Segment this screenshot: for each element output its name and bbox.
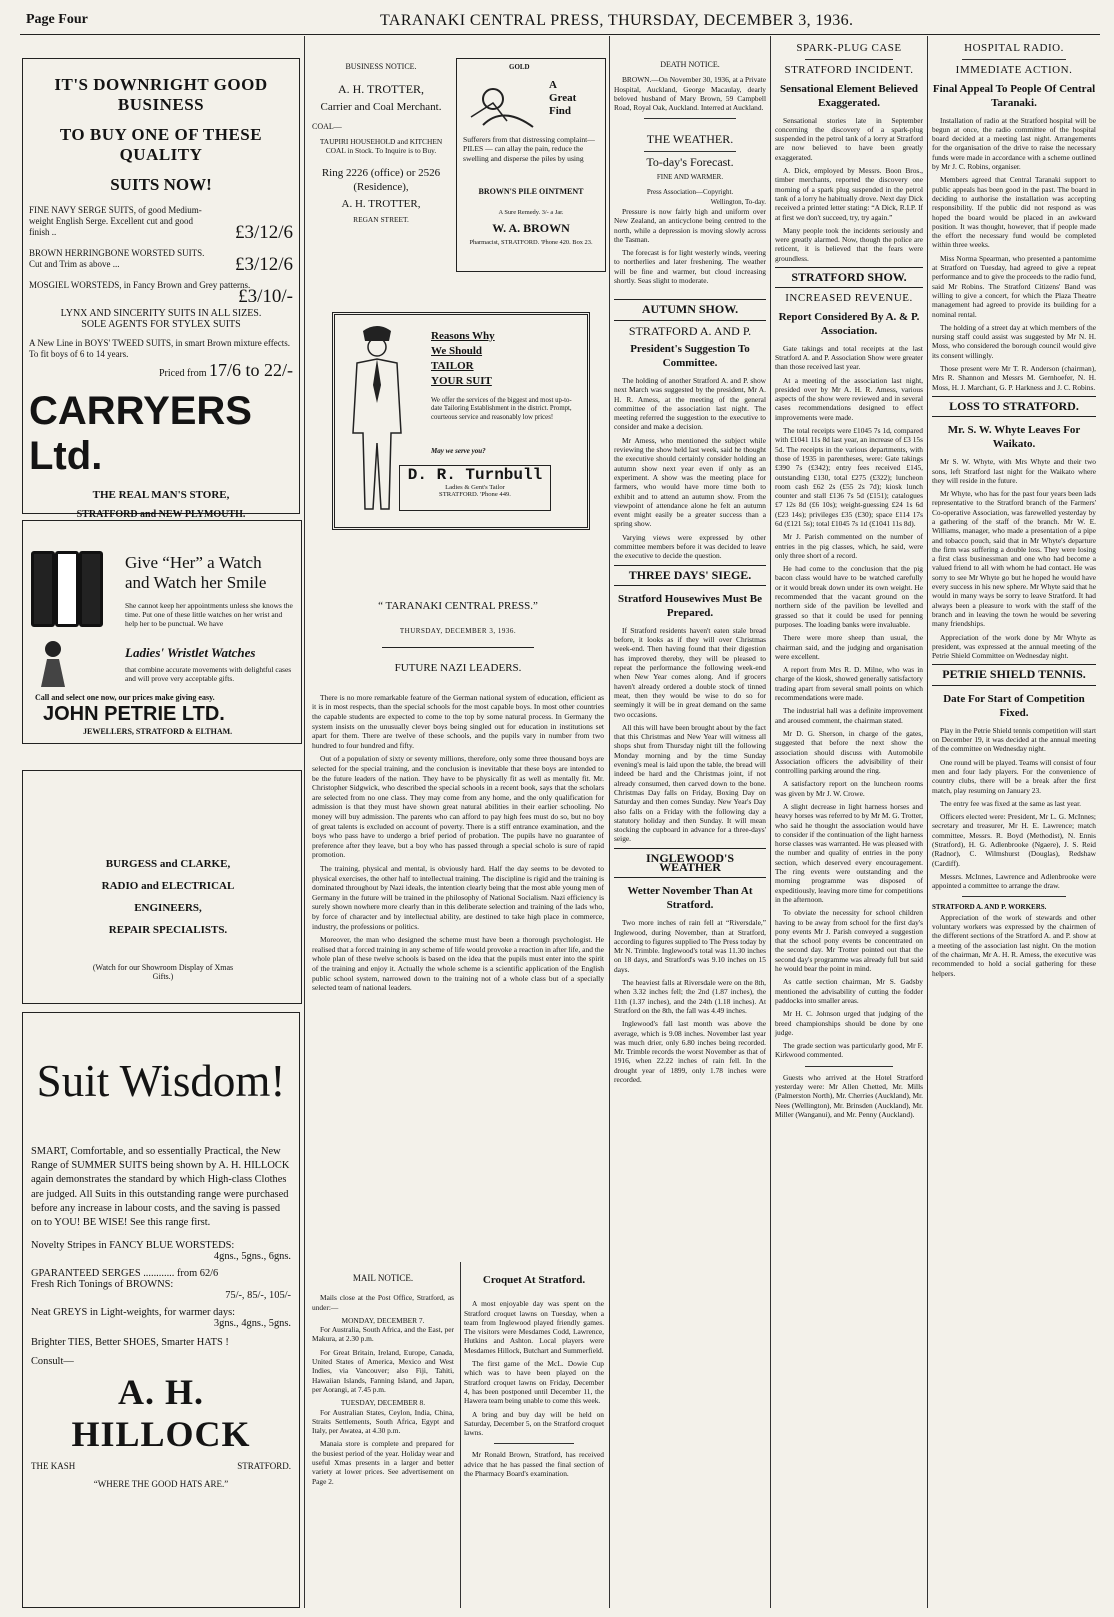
- brown-product: BROWN'S PILE OINTMENT: [478, 187, 584, 196]
- trotter-name-2: A. H. TROTTER,: [341, 197, 421, 210]
- show-paragraph: He had come to the conclusion that the pig bacon class would have to be watched carefully or it would break down under its own weight. He recommended that the vacant ground on the northern side of the pavilion be levelled and grassed so that it could be used for penning purposes. The loading banks were invaluable.: [775, 564, 923, 629]
- editorial: [312, 598, 604, 1248]
- turnbull-sub: Ladies & Gent's Tailor: [445, 484, 505, 491]
- petrie-headline-2: and Watch her Smile: [125, 573, 267, 592]
- column-3: [614, 58, 766, 1608]
- turnbull-body: We offer the services of the biggest and most up-to-date Tailoring Establishment in the district. Prompt, courteous service and reasonably low prices!: [431, 397, 572, 421]
- show-paragraph: To obviate the necessity for school children having to be away from school for the first day's pony events Mr J. Parish conveyed a suggestion that the school pony events be concentrated on the second day. Mr Trotter pointed out that the second day's programme was already full but said he would bear the point in mind.: [775, 908, 923, 974]
- show-paragraph: A slight decrease in light harness horses and heavy horses was referred to by Mr M. G. Trotter, who said he thought the association would have to consider if the continuation of the light harness horse classes was warranted. He was pleased with the number and quality of entries in the pony section, which deserved every encouragement. The ring events were outstanding and the morning programme was disposed of expeditiously, leaving more time for competitions in the afternoon.: [775, 802, 923, 904]
- trotter-name: A. H. TROTTER,: [337, 82, 425, 97]
- carryers-price: £3/12/6: [234, 254, 293, 275]
- radio-paragraph: Those present were Mr T. R. Anderson (chairman), Mrs R. Shannon and Messrs M. Gernhoefer, N. H. Moss, H. J. Marchant, G. P. Harkness and J. C. Robins.: [932, 364, 1096, 392]
- carryers-item: [29, 205, 293, 243]
- carryers-item-text: BROWN HERRINGBONE WORSTED SUITS. Cut and Trim as above ...: [29, 248, 205, 269]
- column-rule: [304, 36, 305, 1608]
- show-paragraph: Gate takings and total receipts at the last Stratford A. and P. Association Show were greater than those received last year.: [775, 343, 923, 372]
- mail-title: MAIL NOTICE.: [352, 1273, 414, 1283]
- burgess-note: (Watch for our Showroom Display of Xmas Gifts.): [92, 963, 234, 981]
- carryers-price: £3/12/6: [234, 222, 293, 243]
- tennis-paragraph: Play in the Petrie Shield tennis competition will start on December 19, it was decided at the annual meeting of the committee on Wednesday night.: [932, 725, 1097, 754]
- mail-paragraph: For Australia, South Africa, and the East, per Makura, at 2.30 p.m.: [312, 1325, 454, 1344]
- divider: [805, 59, 893, 60]
- sparkplug-paragraph: Many people took the incidents seriously and were greatly alarmed. Now, though the police are reticent, it is believed that the fears were groundless.: [775, 225, 923, 263]
- wristwatch-icon: [31, 551, 55, 627]
- carryers-priced-range: 17/6 to 22/-: [209, 360, 293, 380]
- divider: [962, 896, 1066, 897]
- divider: [805, 1066, 893, 1067]
- hillock-line: GPARANTEED SERGES ............ from 62/6: [31, 1268, 219, 1280]
- carryers-name: CARRYERS Ltd.: [29, 389, 252, 478]
- woman-illustration-icon: [33, 639, 73, 689]
- turnbull-reasons-4: YOUR SUIT: [431, 375, 492, 387]
- loss-paragraph: Mr S. W. Whyte, with Mrs Whyte and their two sons, left Stratford last night for the Waikato where they will reside in the future.: [932, 457, 1096, 485]
- masthead: TARANAKI CENTRAL PRESS, THURSDAY, DECEMBER 3, 1936.: [380, 12, 854, 29]
- carryers-item-text: FINE NAVY SERGE SUITS, of good Medium-weight English Serge. Excellent cut and good finish ..: [29, 205, 202, 237]
- trotter-coal: COAL—: [312, 121, 342, 131]
- trotter-notice: [312, 58, 450, 268]
- carryers-sole-agents: SOLE AGENTS FOR STYLEX SUITS: [81, 319, 241, 330]
- turnbull-advert: [332, 312, 590, 530]
- autumn-show-title: AUTUMN SHOW.: [614, 299, 766, 320]
- weather-title: THE WEATHER.: [646, 132, 734, 147]
- brown-remedy: A Sure Remedy. 3/- a Jar.: [498, 209, 564, 216]
- siege-title: THREE DAYS' SIEGE.: [614, 565, 766, 586]
- siege-headline: Stratford Housewives Must Be Prepared.: [618, 592, 762, 619]
- burgess-line-4: REPAIR SPECIALISTS.: [108, 924, 228, 936]
- loss-title: LOSS TO STRATFORD.: [932, 396, 1096, 417]
- turnbull-reasons: [431, 329, 495, 389]
- sparkplug-paragraph: A. Dick, employed by Messrs. Boon Bros., timber merchants, reported the discovery one morning of a spark plug suspended in the petrol tank of a lorry he habitually drove. Next day Dick received a printed letter stating: “A Dick, R.I.P. If at first we don't succeed, try, try again.”: [775, 166, 923, 222]
- show-paragraph: The industrial hall was a definite improvement and aroused comment, the chairman stated.: [775, 706, 923, 725]
- petrie-headline: [125, 553, 266, 593]
- loss-headline: Mr. S. W. Whyte Leaves For Waikato.: [947, 424, 1081, 451]
- gold-find-illustration-icon: [463, 65, 541, 135]
- mail-date: MONDAY, DECEMBER 7.: [341, 1315, 425, 1325]
- burgess-line-3: ENGINEERS,: [134, 902, 202, 914]
- page-header: [20, 4, 1100, 35]
- page-number: Page Four: [26, 12, 88, 27]
- tennis-title: PETRIE SHIELD TENNIS.: [932, 664, 1096, 685]
- turnbull-town: STRATFORD. 'Phone 449.: [439, 491, 511, 498]
- autumn-paragraph: The holding of another Stratford A. and P. show next March was suggested by the president, Mr A. H. R. Amess, at the meeting of the general committee of the association last night. The meeting referred the suggestion to the executive to consider and make a decision.: [614, 375, 766, 432]
- radio-paragraph: Members agreed that Central Taranaki support to public appeals has been good in the past. The board in deciding to authorise the installation was accepting responsibility. If the public did not respond as was hoped the board would be placed in an awkward position. It was thought, however, that if people made the effort the necessary fund would be completed within three weeks.: [932, 175, 1096, 250]
- siege-paragraph: All this will have been brought about by the fact that this Christmas and New Year will witness all shops shut from Thursday night till the following Monday morning and by the time Sunday evening's meal is laid upon the table, the bread will indeed be hard and the Christmas joint, if not already consumed, then carved down to the bone. Christmas Day falls on Friday, Boxing Day on Saturday and then comes Sunday. New Year's Day also falls on a Friday with the following day a statutory holiday and then Sunday. It will mean stocking the cupboard in advance for a three-days' seige.: [614, 722, 766, 844]
- autumn-paragraph: Varying views were expressed by other committee members before it was decided to leave the executive to decide the question.: [614, 532, 766, 561]
- turnbull-name: D. R. Turnbull: [407, 466, 543, 484]
- loss-paragraph: Mr Whyte, who has for the past four years been lads representative to the Stratford branch of the Farmers' Co-operative Association, was farewelled yesterday by a gathering of the staff of the branch. Mr W. E. Williams, manager, who made a presentation of a pipe and tobacco pouch, said that in Mr Whyte's departure the firm was suffering a double loss. They were losing a first class businessman and one who had become a valued friend to all with whom he had contact. He was sorry to see Mr Whyte go but he hoped he would have every success in his new sphere. Mr Whyte said that he would in many ways be sorry to leave Stratford. It had always been a pleasure to work with the staff of the branch and in leaving the town he would be severing many friendships.: [932, 489, 1096, 629]
- brown-find-1: A: [549, 79, 557, 91]
- turnbull-may: May we serve you?: [431, 447, 486, 455]
- hillock-footer: [31, 1461, 291, 1471]
- weather-source: Press Association—Copyright.: [646, 188, 734, 197]
- editorial-paragraph: Out of a population of sixty or seventy millions, therefore, only some three thousand boys are selected for the special training, and the conclusion is inevitable that these boys are intended to be the future leaders of the nation. They have to be physically fit as well as mentally fit. Mr. Christopher Sidgwick, who described the special schools in a recent book, says that the scholars are selected from no one class. They may come from any home, and the only qualification for admission is that they must have shown great natural abilities in their earlier schooling. No money will buy admission. The parents who can afford to pay high fees must do so, but no boy of great talents is excluded on account of poverty. There is a stiff entrance examination, and the boys who pass have to undergo a brief period of probation. The pupils have no guarantee of preference after they leave, but a boy who has passed through a special scholo is sure of rapid promotion.: [312, 754, 604, 860]
- column-rule: [927, 36, 928, 1608]
- mail-date: TUESDAY, DECEMBER 8.: [340, 1398, 426, 1408]
- editorial-date: THURSDAY, DECEMBER 3, 1936.: [399, 627, 517, 636]
- tennis-paragraph: One round will be played. Teams will consist of four men and four lady players. For the convenience of country clubs, there will be a break after the first match, play resuming on January 23.: [932, 757, 1096, 795]
- hillock-kash: THE KASH: [31, 1461, 76, 1472]
- editorial-paragraph: Moreover, the man who designed the scheme must have been a thorough psychologist. He realised that a forced training in any scheme of life would provoke a reaction in after life, and the whole plan of these twelve schools is based on the idea that the pupils must enter into the spirit of the training and enjoy it. Actually the whole scheme is a scientific application of the English public school system, narrowed down to the training not of a whole class but of a specially selected team of national leaders.: [312, 935, 604, 993]
- hillock-name: A. H. HILLOCK: [71, 1372, 251, 1455]
- mail-paragraph: For Australian States, Ceylon, India, China, Straits Settlements, South Africa, Egypt and Italy, per Awatea, at 4.30 p.m.: [312, 1407, 454, 1436]
- croquet-article: [464, 1270, 604, 1608]
- autumn-paragraph: Mr Amess, who mentioned the subject while reviewing the show held last week, said he thought the executive should certainly consider holding an autumn show next year even if only as an experiment. A show was the meeting place for farmers, who would have more time both to exhibit and to attend an autumn show. From the viewpoint of attendance alone he felt an autumn event might easily be a greater success than a spring show.: [614, 435, 766, 529]
- wristwatch-icon: [79, 551, 103, 627]
- show-paragraph: A satisfactory report on the luncheon rooms was given by Mr J. W. Crowe.: [775, 779, 923, 798]
- sparkplug-paragraph: Sensational stories late in September concerning the discovery of a spark-plug suspended in the petrol tank of a lorry at Stratford are now believed to have been greatly exaggerated.: [775, 115, 923, 162]
- carryers-lynx: LYNX AND SINCERITY SUITS IN ALL SIZES.: [60, 308, 262, 319]
- carryers-advert: [22, 58, 300, 520]
- workers-title: STRATFORD A. AND P. WORKERS.: [932, 903, 1047, 912]
- brown-gold: GOLD: [509, 63, 530, 71]
- trotter-trade: Carrier and Coal Merchant.: [320, 100, 442, 113]
- show-paragraph: The total receipts were £1045 7s 1d, compared with £1041 11s 8d last year, an increase of £3 15s 5d. The receipts in the various departments, with those of 1935 in parentheses, were: Gate takings £390 7s (£342); entry fees received £145, outstanding £130, total £275 (£322); luncheon room cash £62 2s (£55 2s 7d); kiosk lunch counter and stall £136 7s 5d (£151); catalogues £7 12s 8d (£6 10s); weight-guessing £24 1s 6d (£23 14s); privileges £35 (£30); space £114 17s 6d (£121 5s); total £1045 7s 1d (£1041 11s 8d).: [775, 426, 923, 528]
- carryers-item-text: MOSGIEL WORSTEDS, in Fancy Brown and Grey patterns.: [29, 280, 251, 290]
- brown-find-3: Find: [549, 105, 572, 117]
- mail-paragraph: Manaia store is complete and prepared for the busiest period of the year. Holiday wear and useful Xmas presents in a larger and better variety at lower prices. See advertisement on Page 2.: [312, 1439, 454, 1486]
- croquet-title: Croquet At Stratford.: [482, 1274, 586, 1286]
- burgess-text: [93, 853, 243, 941]
- hillock-slogan: “WHERE THE GOOD HATS ARE.”: [93, 1479, 229, 1490]
- workers-paragraph: Appreciation of the work of stewards and other voluntary workers was expressed by the chairmen of the different sections of the Stratford A. and P. show at a meeting of the association last night. On the motion of the chairman, Mr A. H. R. Amess, the executive was recommended to hold a social gathering for these helpers.: [932, 912, 1096, 978]
- death-notice-title: DEATH NOTICE.: [660, 60, 720, 69]
- tennis-paragraph: Officers elected were: President, Mr L. G. McInnes; secretary and treasurer, Mr H. E. Lawrence; match committee, Messrs. R. Boyd (Methodist), N. Ennis (Stratford), H. G. Adlenbrooke (Ngaere), J. S. Reid (Radnor), C. Wilmshurst (Douglas), Redshaw (Cardiff).: [932, 812, 1096, 868]
- divider: [382, 647, 534, 648]
- show-subtitle: INCREASED REVENUE.: [785, 292, 913, 305]
- petrie-body: She cannot keep her appointments unless she knows the time. Put one of these little watches on her wrist and help her to be punctual. We have: [125, 601, 293, 628]
- turnbull-reasons-1: Reasons Why: [431, 330, 495, 342]
- brown-sub: Pharmacist, STRATFORD. 'Phone 420. Box 23.: [469, 239, 593, 246]
- hillock-body: SMART, Comfortable, and so essentially Practical, the New Range of SUMMER SUITS being shown by A. H. HILLOCK again demonstrates the standard by which High-class Clothes are judged. All Suits in this outstanding range were purchased before any increase in labour costs, and the saving is passed on to YOU! BE WISE! See this range first.: [31, 1146, 290, 1229]
- brown-name: W. A. BROWN: [492, 221, 570, 235]
- hillock-consult: Consult—: [31, 1356, 74, 1368]
- carryers-headline-2: TO BUY ONE OF THESE QUALITY: [59, 125, 263, 164]
- petrie-ladies: Ladies' Wristlet Watches: [125, 645, 256, 660]
- column-rule: [609, 36, 610, 1608]
- croquet-paragraph: A most enjoyable day was spent on the Stratford croquet lawns on Tuesday, when a team from Inglewood played friendly games. The visitors were Mesdames Codd, Lawrence, Hutkins and Ashton. Local players were Mesdames Hillock, Butchart and Summerfield.: [464, 1299, 604, 1355]
- autumn-show-subtitle: STRATFORD A. AND P.: [628, 323, 752, 338]
- brown-advert: [456, 58, 606, 272]
- hillock-price: 75/-, 85/-, 105/-: [225, 1290, 291, 1302]
- hillock-town: STRATFORD.: [237, 1461, 291, 1472]
- mail-intro: Mails close at the Post Office, Stratford, as under:—: [312, 1293, 454, 1312]
- carryers-boys-suits: A New Line in BOYS' TWEED SUITS, in smart Brown mixture effects. To fit boys of 6 to 14 years.: [29, 338, 291, 359]
- show-paragraph: Mr D. G. Sherson, in charge of the gates, suggested that before the next show the association should discuss with Automobile Association officers the advisibility of their controlling parking around the ring.: [775, 728, 923, 776]
- carryers-towns: STRATFORD and NEW PLYMOUTH.: [76, 509, 246, 520]
- carryers-headline-3: SUITS NOW!: [110, 175, 212, 194]
- column-rule: [460, 1262, 461, 1608]
- show-headline: Report Considered By A. & P. Association.: [778, 310, 920, 337]
- show-paragraph: Mr J. Parish commented on the number of entries in the pig classes, which, he said, were only three short of a record.: [775, 532, 923, 560]
- editorial-paragraph: There is no more remarkable feature of the German national system of education, efficient as it is in most respects, than the special schools for the most capable boys. In most other countries the capable students are expected to come to the top by some natural process. In Germany the system insists on the unusually clever boys being singled out for education in institutions set apart for them. There are twelve of these schools, and the pupils vary in number from two hundred to four hundred and fifty.: [312, 692, 604, 750]
- inglewood-headline: Wetter November Than At Stratford.: [627, 885, 753, 912]
- radio-paragraph: Installation of radio at the Stratford hospital will be begun at once, the radio committee of the hospital board decided at a meeting last night. Arrangements for the organisation of the drive to raise the necessary funds were made in accordance with a scheme outlined by Mr J. C. Robins, organiser.: [932, 115, 1096, 172]
- loss-paragraph: Appreciation of the work done by Mr Whyte as president, was expressed at the annual meeting of the Petrie Shield Committee on Wednesday night.: [932, 632, 1096, 661]
- inglewood-title: INGLEWOOD'S WEATHER: [614, 848, 766, 879]
- carryers-priced: [29, 360, 293, 381]
- death-notice-body: BROWN.—On November 30, 1936, at a Private Hospital, Auckland, George Macaulay, dearly beloved husband of Mary Brown, 59 Campbell Road, Royal Oak, Auckland. Interred at Auckland.: [614, 75, 766, 113]
- croquet-paragraph: Mr Ronald Brown, Stratford, has received advice that he has passed the final section of the Pharmacy Board's examination.: [464, 1450, 604, 1479]
- hillock-line: Novelty Stripes in FANCY BLUE WORSTEDS:: [31, 1240, 235, 1252]
- trotter-label: BUSINESS NOTICE.: [345, 62, 417, 71]
- brown-find: [549, 79, 576, 118]
- weather-dateline: Wellington, To-day.: [710, 197, 766, 206]
- petrie-call: Call and select one now, our prices make giving easy.: [35, 693, 215, 702]
- weather-paragraph: Pressure is now fairly high and uniform over New Zealand, an anticyclone being centred to the north, while a depression is moving slowly across the Tasman.: [614, 206, 766, 244]
- sparkplug-title: SPARK-PLUG CASE: [796, 42, 902, 54]
- inglewood-paragraph: The heaviest falls at Riversdale were on the 8th, when 3.32 inches fell; the 2nd (1.87 inches), the 11th (1.37 inches), and the 24th (1.18 inches). At Stratford on the 8th, the fall was 4.49 inches.: [614, 978, 766, 1015]
- autumn-show-headline: President's Suggestion To Committee.: [630, 342, 750, 369]
- turnbull-reasons-3: TAILOR: [431, 360, 474, 372]
- show-paragraph: A report from Mrs R. D. Milne, who was in charge of the kiosk, showed generally satisfactory trading apart from several small points on which recommendations were made.: [775, 665, 923, 703]
- carryers-price: £3/10/-: [238, 286, 293, 307]
- divider: [644, 118, 736, 119]
- mail-paragraph: For Great Britain, Ireland, Europe, Canada, United States of America, Mexico and West Indies, via Vancouver; also Fiji, Tahiti, Hawaiian Islands, Fanning Island, and Japan, per Aorangi, at 7.45 p.m.: [312, 1347, 454, 1394]
- show-paragraph: Guests who arrived at the Hotel Stratford yesterday were: Mr Allen Chetted, Mr. Mills (Palmerston North), Mr. Cherries (Auckland), Mr. Nees (Wellington), Mr. Brinsden (Auckland), Mr. Miller (Wanganui), and Mr. Penny (Auckland).: [775, 1072, 923, 1119]
- petrie-body-2: that combine accurate movements with delightful cases and will prove very acceptable gifts.: [125, 665, 292, 683]
- wristwatch-icon: [55, 551, 79, 627]
- hillock-price: 4gns., 5gns., 6gns.: [213, 1251, 291, 1263]
- carryers-tagline: THE REAL MAN'S STORE,: [92, 489, 230, 501]
- radio-paragraph: The holding of a street day at which members of the nursing staff could assist was suggested by Mr N. H. Moss, who considered the borough council would give its consent willingly.: [932, 322, 1096, 360]
- brown-body: Sufferers from that distressing complaint—PILES — can allay the pain, reduce the swelling and disperse the piles by using: [463, 135, 595, 163]
- show-paragraph: At a meeting of the association last night, presided over by Mr A. H. R. Amess, various aspects of the show were reviewed and in several cases recommendations designed to effect improvements were made.: [775, 375, 923, 422]
- weather-subtitle: To-day's Forecast.: [646, 154, 734, 169]
- show-paragraph: The grade section was particularly good, Mr F. Kirkwood commented.: [775, 1041, 923, 1060]
- trotter-street: REGAN STREET.: [353, 215, 409, 225]
- carryers-item: [29, 280, 293, 307]
- burgess-advert: [22, 770, 302, 1004]
- inglewood-paragraph: Two more inches of rain fell at “Riversdale,” Inglewood, during November, than at Stratford, according to figures supplied to The Press today by Mr N. Trimble. Inglewood's total was 11.30 inches on 18 days, and Stratford's was 9.10 inches on 15 days.: [614, 918, 766, 974]
- trotter-ring: Ring 2226 (office) or 2526 (Residence),: [321, 166, 441, 193]
- weather-forecast: FINE AND WARMER.: [656, 173, 724, 182]
- editorial-title: FUTURE NAZI LEADERS.: [394, 661, 522, 674]
- hillock-title: Suit Wisdom!: [36, 1056, 286, 1106]
- divider: [962, 59, 1066, 60]
- hillock-line: Fresh Rich Tonings of BROWNS:: [31, 1279, 174, 1291]
- divider: [644, 151, 736, 152]
- croquet-paragraph: A bring and buy day will be held on Saturday, December 5, on the Stratford croquet lawns.: [464, 1409, 604, 1438]
- radio-paragraph: Miss Norma Spearman, who presented a pantomime at Stratford on Tuesday, had agreed to give a repeat performance and to give the proceeds to the radio fund, said Mr Robins. The Stratford Citizens' Band was willing to give a concert, for which the Plaza Theatre management had agreed to provide its building for a nominal rental.: [932, 253, 1096, 319]
- column-4: [775, 40, 923, 1608]
- editorial-text: [312, 693, 604, 993]
- show-paragraph: There were more sheep than usual, the chairman said, and the judging and organisation were excellent.: [775, 633, 923, 661]
- inglewood-paragraph: Inglewood's fall last month was above the average, which is 9.08 inches. November last year was much drier, only 6.80 inches being recorded. Mr. Trimble records the worst November as that of 1916, when 22.22 inches of rain fell. In the drought year of 1899, only 1.78 inches were recorded.: [614, 1019, 766, 1085]
- column-rule: [770, 36, 771, 1608]
- column-5: [932, 40, 1096, 1608]
- hillock-advert: [22, 1012, 300, 1608]
- carryers-item: [29, 248, 293, 275]
- brown-find-2: Great: [549, 92, 577, 104]
- show-paragraph: As cattle section chairman, Mr S. Gadsby mentioned the advisability of cutting the fodder paddocks into smaller areas.: [775, 977, 923, 1005]
- petrie-name: JOHN PETRIE LTD.: [43, 703, 225, 725]
- petrie-advert: [22, 520, 302, 744]
- show-paragraph: Mr H. C. Johnson urged that judging of the breed championships should be done by one judge.: [775, 1009, 923, 1037]
- burgess-line-1: BURGESS and CLARKE,: [105, 858, 231, 870]
- weather-paragraph: The forecast is for light westerly winds, veering to northerlies and later freshening. The weather will be fine and warmer, but cloud increasing shortly. Seas slight to moderate.: [614, 248, 766, 286]
- mail-notice: [312, 1270, 454, 1608]
- carryers-headline-1: IT'S DOWNRIGHT GOOD BUSINESS: [54, 75, 268, 114]
- sparkplug-headline: Sensational Element Believed Exaggerated.: [779, 82, 919, 109]
- petrie-sub: JEWELLERS, STRATFORD & ELTHAM.: [83, 727, 233, 736]
- radio-title: HOSPITAL RADIO.: [964, 42, 1064, 54]
- tennis-paragraph: Messrs. McInnes, Lawrence and Adlenbrooke were appointed a committee to arrange the draw.: [932, 871, 1096, 891]
- turnbull-reasons-2: We Should: [431, 345, 483, 357]
- tennis-paragraph: The entry fee was fixed at the same as last year.: [940, 798, 1081, 808]
- sparkplug-subtitle: STRATFORD INCIDENT.: [784, 64, 914, 77]
- burgess-line-2: RADIO and ELECTRICAL: [101, 880, 235, 892]
- hillock-price: 3gns., 4gns., 5gns.: [213, 1318, 291, 1330]
- divider: [494, 1443, 574, 1444]
- siege-paragraph: If Stratford residents haven't eaten stale bread before, it looks as if they will over Christmas week-end. Then having found that their digestion has improved thereby, they will be pleased to repeat the performance the following week-end when New Year comes along. And if grocers haven't already ordered a double stock of tinned meat, then they would be wise to do so for seemingly it will be in great demand on the same two occasions.: [614, 625, 766, 719]
- radio-headline: Final Appeal To People Of Central Taranaki.: [932, 82, 1096, 109]
- croquet-paragraph: The first game of the McL. Dowie Cup which was to have been played on the Stratford croquet lawns on Friday, December 4, has been postponed until December 11, the Hawera team being unable to come this week.: [464, 1359, 604, 1406]
- petrie-headline-1: Give “Her” a Watch: [125, 553, 262, 572]
- hillock-line: Brighter TIES, Better SHOES, Smarter HATS !: [31, 1337, 229, 1349]
- carryers-priced-label: Priced from: [159, 368, 207, 379]
- turnbull-nameplate: [399, 465, 551, 511]
- show-title: STRATFORD SHOW.: [775, 267, 923, 288]
- editorial-masthead: “ TARANAKI CENTRAL PRESS.”: [378, 600, 538, 612]
- hillock-line: Neat GREYS in Light-weights, for warmer days:: [31, 1307, 236, 1319]
- tennis-headline: Date For Start of Competition Fixed.: [943, 692, 1085, 719]
- editorial-paragraph: The training, physical and mental, is obviously hard. Half the day seems to be devoted to physical exercises, the other half to intellectual training. The discipline is rigid and the training is dominated throughout by Nazi ideals, the intention clearly being that the most able young men of Germany in the future will be trained in the philosophy of National Socialism. Nazi efficiency is surely shown nowhere more clearly than in this deliberate selection and training of the lads who, by force of character and by intellectual ability, are destined to take high place in commerce, industry, the professions or politics.: [312, 863, 605, 931]
- trotter-desc: TAUPIRI HOUSEHOLD and KITCHEN COAL in Stock. To Inquire is to Buy.: [319, 137, 443, 156]
- radio-subtitle: IMMEDIATE ACTION.: [955, 64, 1073, 77]
